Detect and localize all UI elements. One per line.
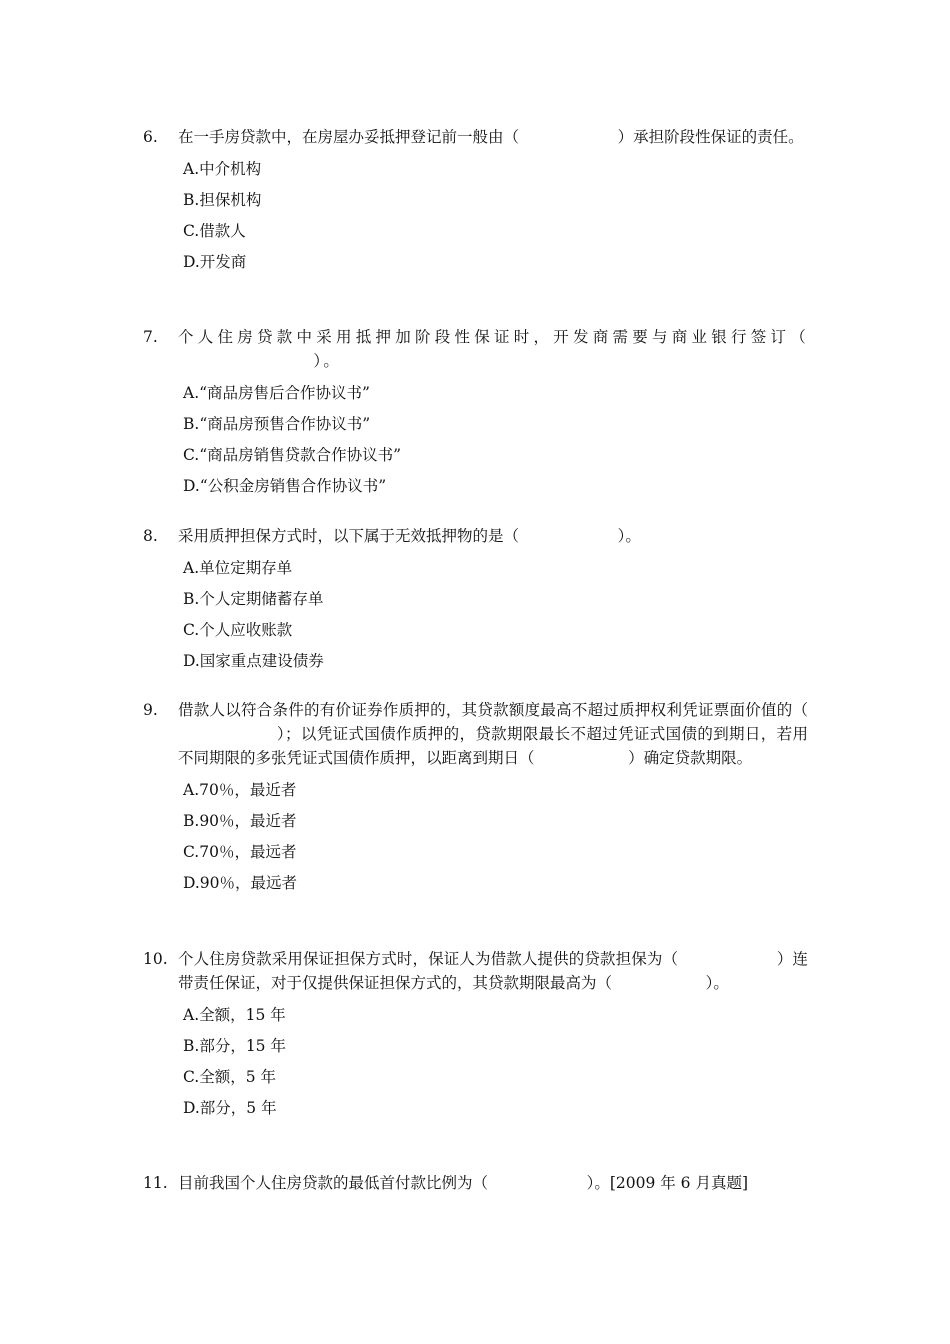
question-8	[143, 524, 808, 680]
question-11	[143, 1171, 808, 1195]
question-text: 在一手房贷款中，在房屋办妥抵押登记前一般由（ ）承担阶段性保证的责任。	[178, 128, 804, 146]
question-text: 个人住房贷款中采用抵押加阶段性保证时，开发商需要与商业银行签订（ ）。	[178, 328, 808, 370]
option-b: B.部分，15 年	[183, 1037, 286, 1055]
option-b: B.担保机构	[183, 191, 262, 209]
question-number: 7.	[143, 328, 158, 346]
question-6	[143, 125, 808, 281]
option-c: C.全额，5 年	[183, 1068, 277, 1086]
question-10	[143, 947, 808, 1127]
question-7	[143, 325, 808, 505]
option-a: A.“商品房售后合作协议书”	[183, 384, 370, 402]
question-number: 8.	[143, 527, 158, 545]
question-text: 个人住房贷款采用保证担保方式时，保证人为借款人提供的贷款担保为（ ）连带责任保证，对于仅提供保证担保方式的，其贷款期限最高为（ ）。	[178, 950, 808, 992]
option-c: C.个人应收账款	[183, 621, 293, 639]
option-d: D.国家重点建设债券	[183, 652, 324, 670]
question-number: 9.	[143, 701, 158, 719]
question-number: 10.	[143, 950, 168, 968]
question-9	[143, 698, 808, 902]
option-d: D.“公积金房销售合作协议书”	[183, 477, 387, 495]
question-number: 11.	[143, 1174, 168, 1192]
question-text: 采用质押担保方式时，以下属于无效抵押物的是（ ）。	[178, 527, 641, 545]
option-a: A.70％，最近者	[183, 781, 297, 799]
option-d: D.开发商	[183, 253, 247, 271]
option-b: B.个人定期储蓄存单	[183, 590, 324, 608]
question-text: 目前我国个人住房贷款的最低首付款比例为（ ）。[2009 年 6 月真题]	[178, 1174, 748, 1192]
question-text: 借款人以符合条件的有价证券作质押的，其贷款额度最高不超过质押权利凭证票面价值的（ ）；以凭证式国债作质押的，贷款期限最长不超过凭证式国债的到期日，若用不同期限的多张凭证式国债作质押，以距离到期日（ ）确定贷款期限。	[178, 701, 808, 767]
option-d: D.部分，5 年	[183, 1099, 277, 1117]
option-b: B.“商品房预售合作协议书”	[183, 415, 371, 433]
option-c: C.借款人	[183, 222, 246, 240]
option-b: B.90％，最近者	[183, 812, 297, 830]
option-a: A.中介机构	[183, 160, 262, 178]
option-c: C.70％，最远者	[183, 843, 297, 861]
option-c: C.“商品房销售贷款合作协议书”	[183, 446, 402, 464]
option-a: A.全额，15 年	[183, 1006, 286, 1024]
option-a: A.单位定期存单	[183, 559, 293, 577]
question-number: 6.	[143, 128, 158, 146]
option-d: D.90％，最远者	[183, 874, 298, 892]
